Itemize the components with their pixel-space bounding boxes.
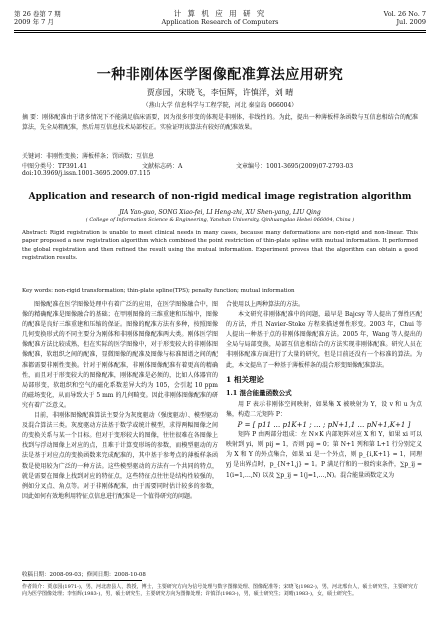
header-volume: 第 26 卷第 7 期: [14, 10, 61, 18]
received-date: 收稿日期：2008-09-03；修回日期：2008-10-08: [22, 572, 146, 578]
affiliation-cn: （燕山大学 信息科学与工程学院，河北 秦皇岛 066004）: [142, 102, 298, 109]
paper-title-en: Application and research of non-rigid medical image registration algorithm: [28, 192, 412, 202]
doc-code: 文献标志码：A: [142, 163, 183, 170]
footnote-rule: [22, 580, 142, 581]
header-center: [0, 10, 440, 26]
affiliation-en: ( College of Information Science & Engineering, Yanshan University, Qinhuangdao Hebei 066004, China ): [85, 217, 355, 223]
paragraph-continued: 合使用以上两种算法的方法。: [226, 301, 305, 308]
authors-en: JIA Yan-guo, SONG Xiao-fei, LI Heng-zhi, XU Shen-yang, LIU Qing: [119, 209, 321, 216]
paragraph-mapping: 用 F 表示非刚体空间映射，如果集 X 被映射为 Y，设 v 和 u 为点集，构造二元矩阵 P：: [226, 400, 422, 418]
paragraph-intro-1: 图像配准在医学图像处理中有着广泛的应用，在医学图像融合中，图像的精确配准是图像融合的基础；在甲刚图像的三维重建和压缩中，图像的配准是良好三维重建和压缩的保证。图像的配准方法有多种，按照图像几何变换形式的不同主要分为刚体和非刚体图像配准两大类。刚体医学图像配准方法比较成熟，但在实际的医学图像中，对于形变较大的非刚体图像配准，软组织之间的配准，显微图像的配准及图像与标准图谱之间的配准都需要非刚性变换。针对于刚体配准，非刚体图像配准有着更高的精确性，而且对于形变较大的图像配准，刚体配准是必须的，比如人体器官的局部形变，软组织和空气的磁化系数差异大约为 105，会引起 10 ppm 的磁场变化，从而导致大于 5 mm 的几何畸变。因此非刚体图像配准的研究有着广泛意义。: [22, 301, 218, 409]
journal-name-en: Application Research of Computers: [161, 18, 279, 26]
header-date-en: Jul. 2009: [396, 18, 426, 26]
body-column-left: [22, 300, 218, 502]
paragraph-related-work: 本文研究非刚体配准中的问题，最早是 Bajcsy 等人提出了弹性匹配的方法，并且 Navier-Stoke 方程来描述弹性形变。2003 年，Chui 等人提出一种基于点的非刚体图像配准方法。2005 年，Wang 等人提出的全局与局部变换，局部互信息相结合的方法实现非刚体配准。研究人员在非刚体配准方面进行了大量的研究，但是目前还没有一个标准的算法。为此，本文提出了一种基于薄板样条的混合形变图像配准算法。: [226, 311, 422, 369]
header-rule: [14, 30, 426, 31]
journal-name-cn: 计 算 机 应 用 研 究: [173, 9, 267, 18]
article-number: 文章编号：1001-3695(2009)07-2793-03: [236, 163, 354, 170]
paper-title-cn: 一种非刚体医学图像配准算法应用研究: [96, 67, 344, 83]
body-column-right: [226, 300, 422, 481]
header-rule-thin: [14, 32, 426, 33]
header-date: 2009 年 7 月: [14, 18, 54, 26]
matrix-equation: P = [ p11 … p1K+1 ; … ; pN+1,1 … pN+1,K+1 ]: [237, 421, 411, 430]
keywords-cn: 关键词：非刚性变换；薄板样条；罚函数；互信息: [22, 153, 155, 160]
paragraph-intro-2: 目前，非刚体图像配准算法主要分为灰度驱动（强度驱动）、模型驱动及混合算法三类。灰度驱动方法基于数学或统计模型，求得两幅图像之间的变换关系与某一个目标。但对于变形较大的图像，往往很难在各图像上找到与浮动图像上对应的点，且难于计算变形场的参数，而模型驱动的方法是基于对应点的变换函数来完成配准的，其中基于参考点的薄板样条函数是使用较为广泛的一种方法。这些模型驱动的方法有一个共同的特点，就是需要在图像上找到对应的特征点，这些特征点往往是结构性较强的，例如分叉点、角点等。对于非刚体配准，由于需要同时估计较多的参数，因此如何有效地利用特征点信息进行配准是一个值得研究的问题。: [22, 412, 218, 500]
clc-number: 中图分类号：TP391.41: [22, 163, 88, 170]
abstract-cn: 摘 要：刚体配准由于诸多情况下不能满足临床需要，因为很多形变的体现是非刚体，非线性的。为此，提出一种薄板样条函数与互信息相结合的配准算法，先全局粗配准，然后用互信息技术局部校正。实验证明该算法有较好的配准效果。: [22, 114, 418, 131]
header-volume-en: Vol. 26 No. 7: [383, 10, 426, 18]
classification-row: [22, 161, 418, 170]
authors-cn: 贾彦园，宋晓飞，李恒辉，许慎洋，刘 晴: [146, 88, 294, 97]
section-heading-1-1: 1.1 混合能量函数公式: [226, 388, 292, 397]
header-right: [384, 10, 426, 26]
author-footnote: 作者简介：贾彦园(1971-)，男，河北唐县人，教授，博士，主要研究方向为信号处理与数字图像处理、图像配准等；宋晓飞(1982-)，男，河北邢台人，硕士研究生，主要研究方向为医学图像处理；李恒辉(1983-)，男，硕士研究生，主要研究方向为图像处理；许慎洋(1983-)，男，硕士研究生；刘晴(1983-)，女，硕士研究生。: [22, 584, 418, 597]
abstract-en: Abstract: Rigid registration is unable to meet clinical needs in many cases, because many deformations are non-rigid and non-linear. This paper proposed a new registration algorithm which combined the point restriction of thin-plate spline with mutual information. It performed the global registration and then refined the result using the mutual information. Experiment proves that the algorithm can obtain a good registration results.: [22, 230, 418, 261]
paragraph-matrix-desc: 矩阵 P 由两部分组成：左 N×K 内部矩阵对应 X 和 Y，如果 xi 可以映射到 yi，则 pij = 1，否则 pij = 0；第 N+1 列和第 L+1 行分别定义为 X 和 Y 的外点集合，如果 xi 是一个外点，则 p_{i,K+1} = 1，同理 yj 是出界点时，p_{N+1,j} = 1。P 满足行和的一般约束条件，∑p_ij = 1(i=1,…,N) 以及 ∑p_ij = 1(j=1,…,N)。混合能量函数定义为: [226, 431, 422, 479]
section-heading-1: 1 相关理论: [226, 374, 264, 384]
keywords-en: Key words: non-rigid transformation; thin-plate spline(TPS); penalty function; mutual information: [22, 288, 295, 294]
doi: doi:10.3969/j.issn.1001-3695.2009.07.115: [22, 170, 151, 177]
